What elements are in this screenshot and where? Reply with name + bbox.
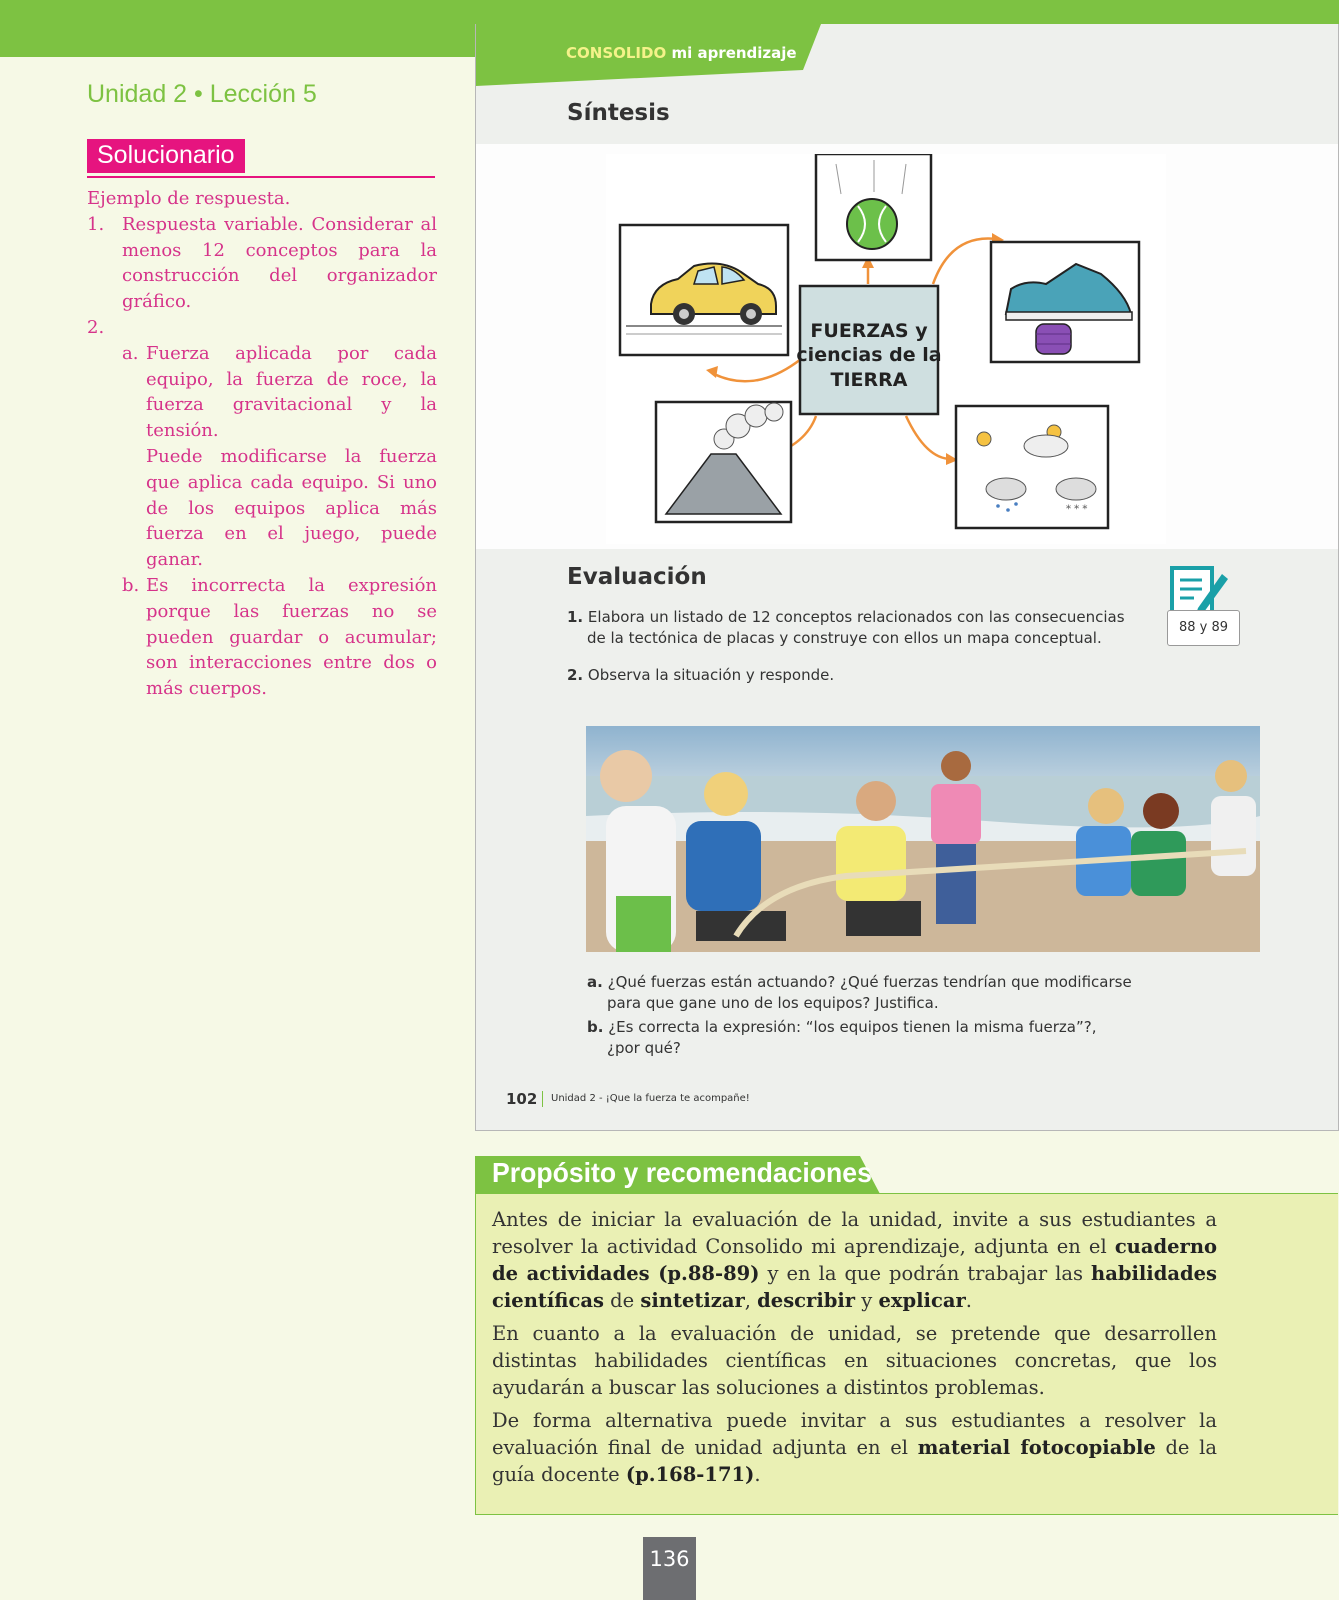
svg-text:FUERZAS y: FUERZAS y — [810, 320, 928, 342]
answer-2-number: 2. — [87, 316, 105, 338]
evaluacion-title: Evaluación — [567, 564, 707, 590]
proposito-paragraph-1: Antes de iniciar la evaluación de la unidad, invite a sus estudiantes a resolver la actividad Consolido mi aprendizaje, adjunta en el cuaderno de actividades (p.88-89) y en la que podrán trabajar las habilidades científicas de sintetizar, describir y explicar. — [492, 1208, 1217, 1312]
answer-1-number: 1. — [87, 213, 105, 235]
question-2: 2. Observa la situación y responde. — [567, 666, 835, 684]
student-book-page — [475, 24, 1339, 1131]
reference-pages-badge: 88 y 89 — [1167, 610, 1240, 646]
proposito-paragraph-2: En cuanto a la evaluación de unidad, se pretende que desarrollen distintas habilidades científicas en situaciones concretas, que los ayudarán a buscar las soluciones a distintos problemas. — [492, 1322, 1217, 1399]
consolido-tab-label: CONSOLIDO mi aprendizaje — [566, 44, 797, 62]
answer-1-text: Respuesta variable. Considerar al menos 12 conceptos para la construcción del organizador gráfico. — [122, 213, 437, 313]
solucionario-label: Solucionario — [87, 139, 245, 173]
answer-1 — [87, 212, 437, 315]
proposito-title: Propósito y recomendaciones — [492, 1157, 872, 1188]
answer-2 — [87, 315, 437, 341]
proposito-box — [475, 1193, 1338, 1515]
solucionario-underline — [87, 176, 435, 178]
book-footer-text: Unidad 2 - ¡Que la fuerza te acompañe! — [551, 1093, 750, 1104]
sintesis-diagram — [606, 154, 1166, 544]
answer-2a-letter: a. — [122, 342, 139, 364]
sintesis-title: Síntesis — [567, 100, 670, 126]
svg-text:TIERRA: TIERRA — [830, 369, 908, 391]
weather-box — [956, 406, 1108, 528]
answer-2b-letter: b. — [122, 574, 140, 596]
volcano-box — [656, 402, 791, 522]
ball-box — [816, 154, 931, 260]
answer-2b-text: Es incorrecta la expresión porque las fuerzas no se pueden guardar o acumular; son interacciones entre dos o más cuerpos. — [146, 574, 437, 700]
intro-text: Ejemplo de respuesta. — [87, 188, 291, 209]
top-green-bar-right — [475, 0, 1339, 24]
answer-2b — [122, 573, 437, 702]
unit-heading: Unidad 2 • Lección 5 — [87, 80, 317, 108]
question-2a: a. ¿Qué fuerzas están actuando? ¿Qué fuerzas tendrían que modificarse para que gane uno de los equipos? Justifica. — [587, 973, 1132, 1012]
proposito-paragraph-3: De forma alternativa puede invitar a sus estudiantes a resolver la evaluación final de unidad adjunta en el material fotocopiable de la guía docente (p.168-171). — [492, 1409, 1217, 1486]
car-box — [620, 225, 788, 355]
page-number: 136 — [643, 1537, 696, 1600]
book-page-number: 102 — [506, 1090, 538, 1108]
footer-separator — [542, 1091, 543, 1107]
answer-2a-text-1: Fuerza aplicada por cada equipo, la fuerza de roce, la fuerza gravitacional y la tensión. — [146, 342, 437, 442]
question-2b: b. ¿Es correcta la expresión: “los equipos tienen la misma fuerza”?, ¿por qué? — [587, 1018, 1097, 1057]
question-1: 1. Elabora un listado de 12 conceptos relacionados con las consecuencias de la tectónica de placas y construye con ellos un mapa conceptual. — [567, 608, 1125, 647]
tug-of-war-photo — [586, 726, 1260, 952]
solucionario-text — [87, 186, 437, 702]
answer-2a-text-2: Puede modificarse la fuerza que aplica cada equipo. Si uno de los equipos aplica más fuerza en el juego, puede ganar. — [146, 445, 437, 571]
svg-text:* * *: * * * — [1066, 504, 1088, 515]
answer-2a — [122, 341, 437, 573]
proposito-text — [492, 1206, 1217, 1494]
center-concept-box — [796, 286, 941, 414]
top-green-bar — [0, 0, 475, 57]
svg-text:ciencias de la: ciencias de la — [796, 344, 942, 366]
shoe-box — [991, 242, 1139, 362]
